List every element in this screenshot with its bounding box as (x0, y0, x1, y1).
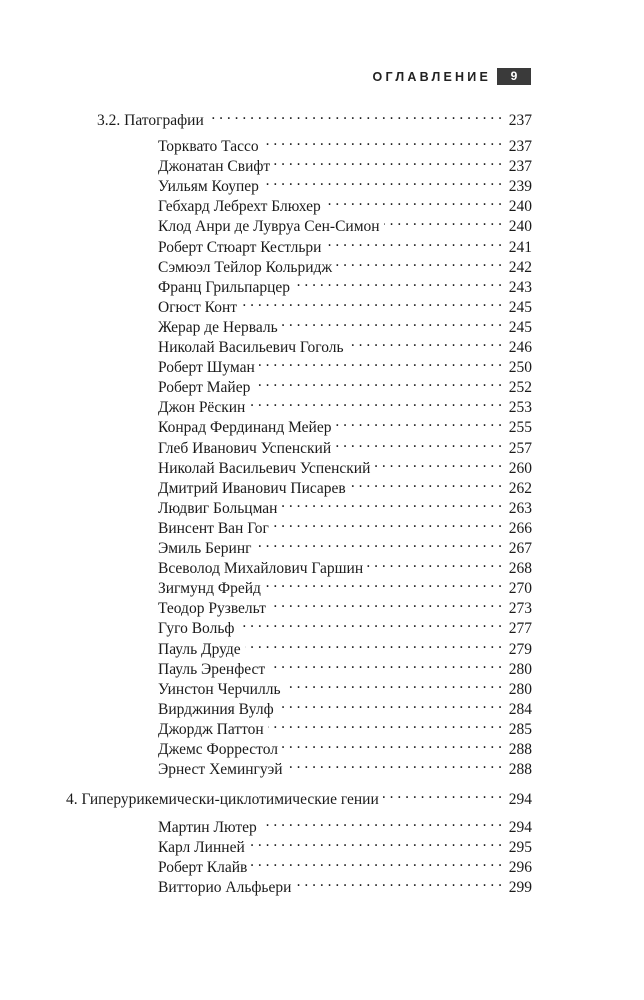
toc-entry-name: Витторио Альфьери (158, 879, 292, 897)
running-head (0, 68, 531, 85)
toc-entry-name: Франц Грильпарцер (158, 278, 291, 296)
toc-entry-name: Винсент Ван Гог (158, 519, 269, 537)
toc-chapter-page: 294 (508, 791, 532, 808)
dot-leader (270, 593, 502, 613)
dot-leader (384, 211, 502, 231)
toc-entry-name: Роберт Клайв (158, 859, 248, 877)
toc-entry[interactable] (158, 553, 532, 578)
toc-section-page: 237 (508, 112, 532, 129)
toc-entry[interactable] (158, 131, 532, 155)
toc-entry[interactable] (158, 513, 532, 537)
toc-entry-name: Теодор Рузвельт (158, 600, 266, 618)
dot-leader (263, 171, 502, 191)
toc-entry-page: 262 (508, 479, 532, 497)
dot-leader (383, 784, 502, 804)
toc-entry[interactable] (158, 352, 532, 377)
toc-entry-name: Джемс Форрестол (158, 741, 279, 758)
dot-leader (294, 272, 502, 292)
toc-section-label: 3.2. Патографии (97, 112, 204, 129)
toc-entry[interactable] (158, 433, 532, 457)
dot-leader (245, 634, 502, 654)
dot-leader (336, 252, 502, 272)
toc-entry[interactable] (158, 613, 532, 638)
toc-entry-page: 253 (508, 399, 532, 417)
toc-entry-name: Клод Анри де Лувруа Сен-Симон (158, 218, 380, 236)
toc-entry[interactable] (158, 872, 532, 897)
toc-entry[interactable] (158, 852, 532, 877)
toc-entry-page: 273 (508, 600, 532, 618)
toc-entry[interactable] (158, 754, 532, 779)
dot-leader (335, 433, 502, 453)
toc-entry[interactable] (158, 151, 532, 176)
dot-leader (241, 292, 502, 312)
dot-leader (259, 352, 502, 372)
toc-entry-page: 241 (508, 238, 532, 256)
toc-entry-page: 245 (508, 318, 532, 336)
toc-entry[interactable] (158, 832, 532, 857)
toc-entry-name: Глеб Иванович Успенский (158, 439, 332, 457)
toc-entry[interactable] (158, 312, 532, 336)
toc-entry-name: Пауль Друде (158, 640, 241, 658)
toc-entry-page: 237 (508, 138, 532, 155)
toc-entry-page: 255 (508, 419, 532, 437)
toc-entry[interactable] (158, 573, 532, 598)
toc-entry-name: Людвиг Больцман (158, 499, 278, 517)
toc-entry-name: Эмиль Беринг (158, 540, 252, 557)
toc-entry[interactable] (158, 252, 532, 276)
toc-entry[interactable] (158, 634, 532, 658)
toc-entry-page: 257 (508, 439, 532, 457)
toc-entry-page: 242 (508, 258, 532, 276)
dot-leader (265, 573, 502, 593)
dot-leader (287, 754, 502, 774)
toc-entry-name: Роберт Шуман (158, 359, 255, 377)
toc-entry[interactable] (158, 593, 532, 618)
dot-leader (268, 714, 502, 734)
toc-entry-page: 270 (508, 580, 532, 598)
dot-leader (254, 372, 502, 392)
toc-entry-name: Уильям Коупер (158, 178, 259, 196)
toc-entry-name: Эрнест Хемингуэй (158, 761, 283, 779)
toc-entry-name: Роберт Майер (158, 379, 251, 397)
dot-leader (367, 553, 502, 573)
toc-entry-name: Джордж Паттон (158, 720, 264, 738)
dot-leader (285, 674, 502, 694)
toc-entry[interactable] (158, 493, 532, 517)
toc-entry-name: Сэмюэл Тейлор Кольридж (158, 258, 333, 276)
toc-entry[interactable] (158, 191, 532, 216)
toc-entry-name: Гуго Вольф (158, 620, 235, 638)
toc-entry-name: Жерар де Нерваль (158, 318, 278, 336)
toc-entry-name: Николай Васильевич Успенский (158, 459, 371, 477)
toc-entry-page: 267 (508, 540, 532, 557)
toc-entry-page: 288 (508, 741, 532, 758)
toc-chapter-label: 4. Гиперурикемически-циклотимические гении (66, 791, 379, 808)
toc-entry-name: Уинстон Черчилль (158, 680, 281, 698)
toc-entry-page: 252 (508, 379, 532, 397)
toc-entry-page: 299 (508, 879, 532, 897)
toc-entry-page: 296 (508, 859, 532, 877)
toc-entry-page: 285 (508, 720, 532, 738)
toc-entry[interactable] (158, 412, 532, 437)
dot-leader (282, 312, 502, 332)
dot-leader (269, 654, 502, 674)
toc-entry[interactable] (158, 272, 532, 296)
page-number-badge: 9 (497, 68, 531, 85)
toc-entry-name: Мартин Лютер (158, 819, 257, 836)
dot-leader (208, 105, 502, 125)
dot-leader (249, 832, 502, 852)
toc-entry-page: 279 (508, 640, 532, 658)
running-head-title: ОГЛАВЛЕНИЕ (372, 69, 491, 84)
toc-entry-page: 245 (508, 298, 532, 316)
toc-entry-page: 277 (508, 620, 532, 638)
toc-entry-name: Зигмунд Фрейд (158, 580, 261, 598)
toc-entry-page: 239 (508, 178, 532, 196)
toc-entry-name: Всеволод Михайлович Гаршин (158, 560, 364, 578)
toc-entry-page: 260 (508, 459, 532, 477)
toc-entry-name: Карл Линней (158, 839, 245, 857)
dot-leader (263, 131, 502, 151)
toc-entry-name: Вирджиния Вулф (158, 700, 274, 718)
toc-entry[interactable] (158, 211, 532, 236)
toc-entry[interactable] (158, 332, 532, 356)
toc-entry-page: 280 (508, 660, 532, 678)
toc-entry-page: 288 (508, 761, 532, 779)
dot-leader (325, 232, 502, 252)
toc-entry-page: 294 (508, 819, 532, 836)
toc-entry-name: Джонатан Свифт (158, 158, 271, 176)
toc-entry[interactable] (158, 232, 532, 256)
dot-leader (273, 513, 502, 533)
toc-entry-page: 284 (508, 700, 532, 718)
toc-entry-page: 268 (508, 560, 532, 578)
toc-entry-name: Огюст Конт (158, 298, 238, 316)
toc-entry-page: 266 (508, 519, 532, 537)
dot-leader (261, 812, 502, 832)
toc-entry-page: 240 (508, 218, 532, 236)
dot-leader (295, 872, 502, 892)
dot-leader (238, 613, 502, 633)
dot-leader (256, 533, 503, 553)
dot-leader (278, 694, 502, 714)
dot-leader (374, 453, 502, 473)
dot-leader (281, 493, 502, 513)
dot-leader (335, 412, 502, 432)
dot-leader (282, 734, 502, 754)
toc-entry-page: 240 (508, 198, 532, 216)
toc-entry[interactable] (158, 674, 532, 698)
toc-entry-name: Джон Рёскин (158, 399, 246, 417)
toc-entry-page: 295 (508, 839, 532, 857)
toc-entry-page: 250 (508, 359, 532, 377)
toc-section-heading[interactable] (97, 105, 532, 129)
toc-entry[interactable] (158, 171, 532, 196)
toc-entry-name: Роберт Стюарт Кестльри (158, 238, 322, 256)
toc-entry-name: Гебхард Лебрехт Блюхер (158, 198, 321, 216)
dot-leader (249, 392, 502, 412)
toc-entry[interactable] (158, 292, 532, 316)
toc-entry-name: Пауль Эренфест (158, 660, 266, 678)
toc-entry[interactable] (158, 372, 532, 397)
toc-entry[interactable] (158, 453, 532, 477)
dot-leader (274, 151, 502, 171)
toc-entry[interactable] (158, 734, 532, 758)
toc-entry-name: Конрад Фердинанд Мейер (158, 419, 332, 437)
toc-entry[interactable] (158, 392, 532, 417)
toc-entry-name: Николай Васильевич Гоголь (158, 339, 344, 356)
toc-entry[interactable] (158, 654, 532, 678)
toc-entry-page: 243 (508, 278, 532, 296)
dot-leader (348, 332, 502, 352)
toc-entry[interactable] (158, 694, 532, 718)
toc-entry[interactable] (158, 533, 532, 557)
toc-entry-name: Дмитрий Иванович Писарев (158, 479, 346, 497)
toc-entry[interactable] (158, 473, 532, 497)
toc-entry-page: 237 (508, 158, 532, 176)
toc-chapter-heading[interactable] (66, 784, 532, 808)
toc-entry-page: 280 (508, 680, 532, 698)
toc-entry-page: 246 (508, 339, 532, 356)
dot-leader (325, 191, 502, 211)
toc-entry[interactable] (158, 812, 532, 836)
toc-entry[interactable] (158, 714, 532, 738)
dot-leader (350, 473, 502, 493)
toc-entry-page: 263 (508, 499, 532, 517)
dot-leader (251, 852, 502, 872)
toc-entry-name: Торквато Тассо (158, 138, 259, 155)
